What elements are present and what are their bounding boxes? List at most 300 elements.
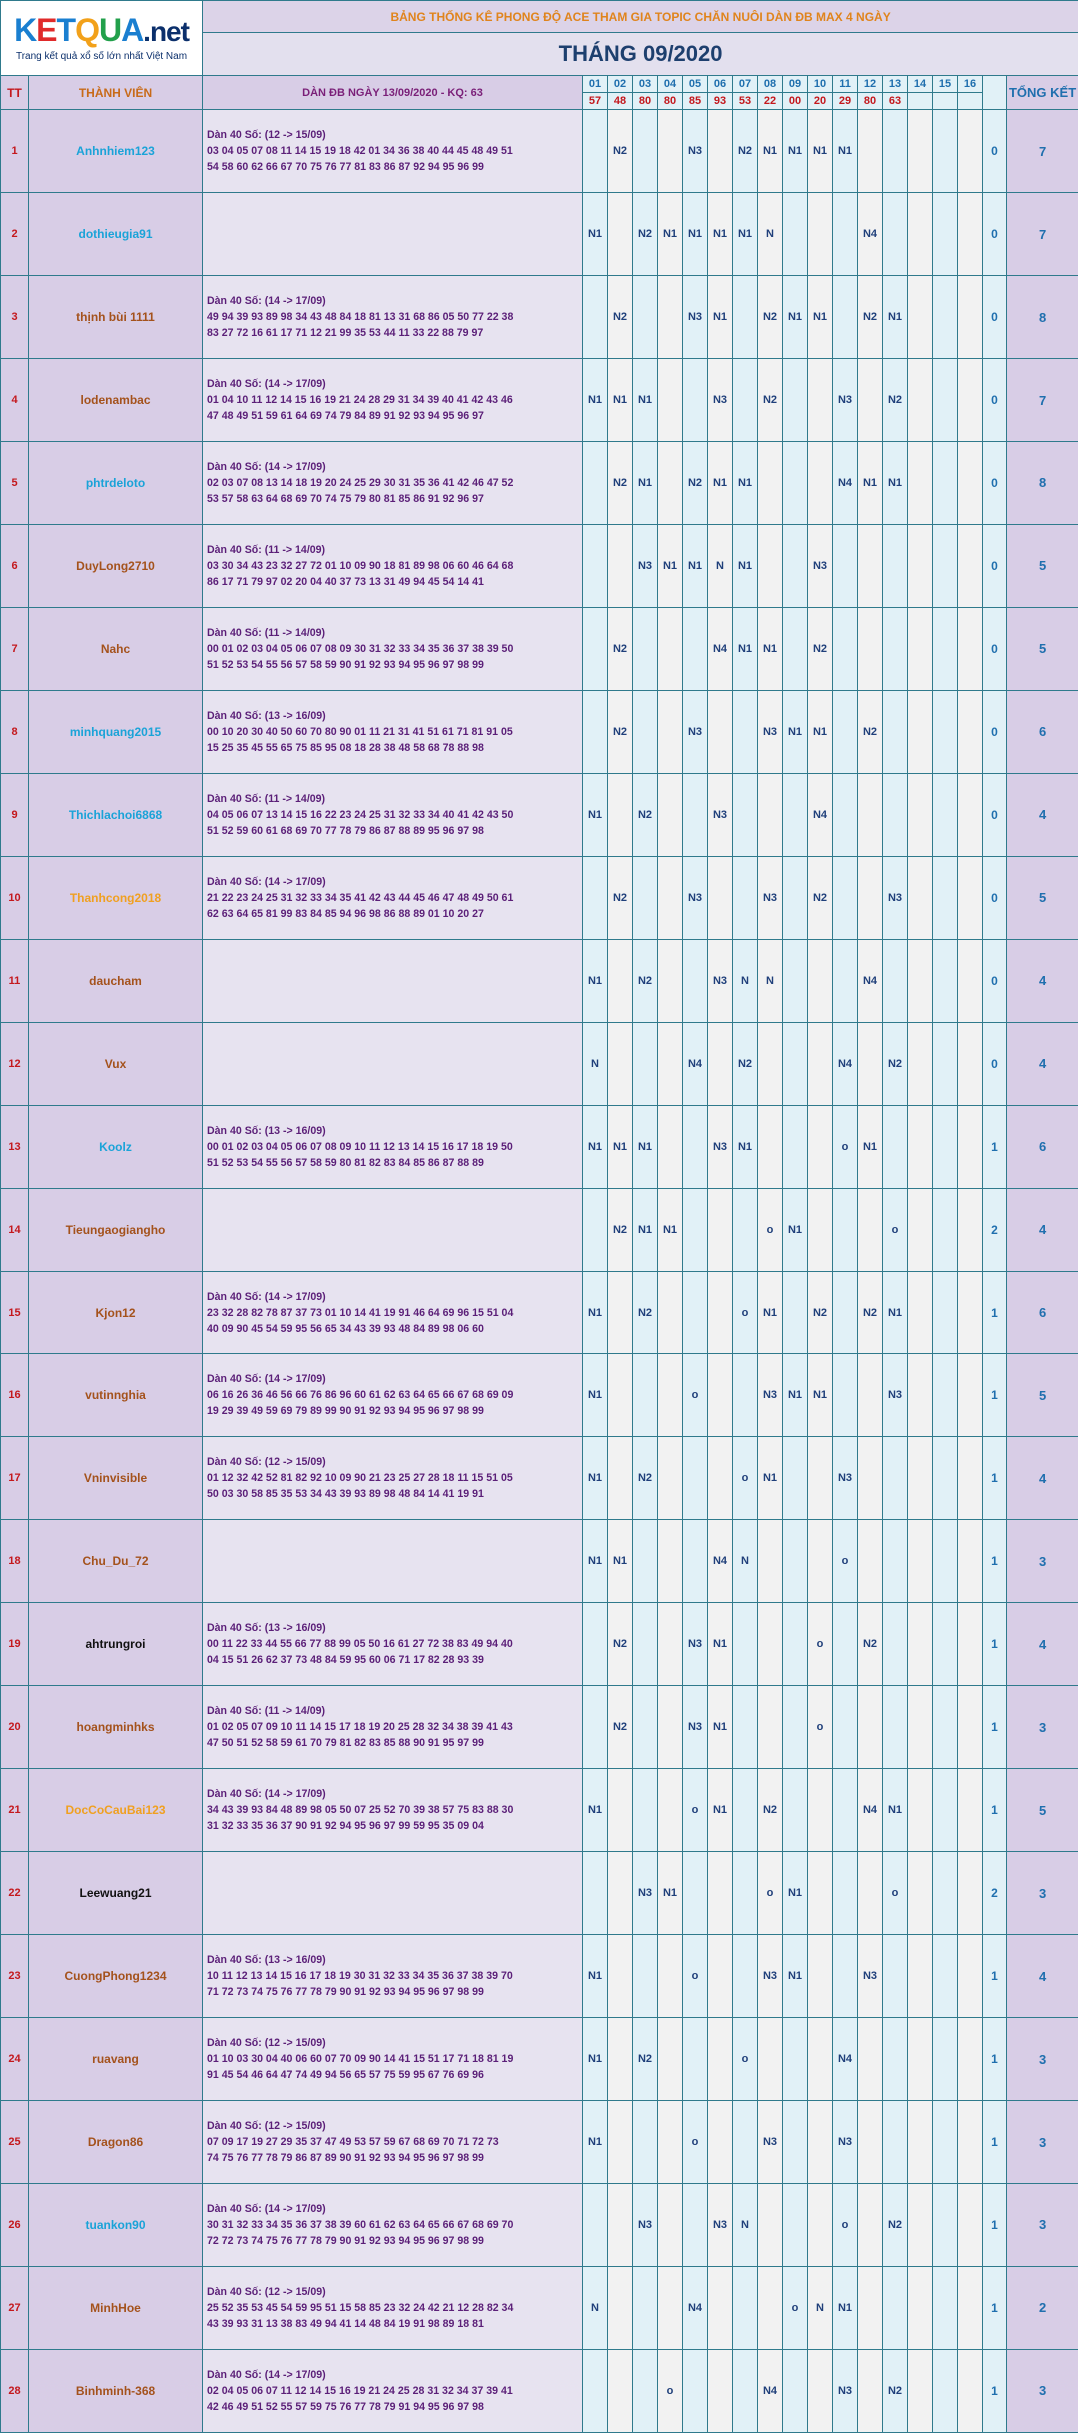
day-mark: N2 — [733, 110, 758, 193]
day-mark — [583, 1686, 608, 1769]
day-mark — [783, 359, 808, 442]
day-number: 01 — [583, 76, 608, 93]
day-mark: N1 — [583, 2018, 608, 2101]
day-mark — [908, 1271, 933, 1354]
dan-line: 00 10 20 30 40 50 60 70 80 90 01 11 21 31 41 51 61 71 81 91 05 — [207, 725, 513, 738]
day-mark — [933, 690, 958, 773]
row-number: 11 — [1, 939, 29, 1022]
day-mark: N2 — [608, 1188, 633, 1271]
member-name[interactable]: Thanhcong2018 — [29, 856, 203, 939]
dan-line: 71 72 73 74 75 76 77 78 79 90 91 92 93 94 95 96 97 98 99 — [207, 1986, 484, 1999]
dan-line: 00 01 02 03 04 05 06 07 08 09 10 11 12 13 14 15 16 17 18 19 50 — [207, 1140, 513, 1153]
day-mark — [933, 2266, 958, 2349]
day-mark — [958, 1437, 983, 1520]
day-mark — [958, 1022, 983, 1105]
row-number: 9 — [1, 773, 29, 856]
day-mark — [783, 1520, 808, 1603]
day-mark — [658, 1603, 683, 1686]
day-mark: N1 — [708, 442, 733, 525]
day-mark — [658, 1354, 683, 1437]
day-mark — [833, 856, 858, 939]
day-mark — [858, 773, 883, 856]
member-name[interactable]: lodenambac — [29, 359, 203, 442]
member-row — [1, 1188, 1078, 1271]
day-mark — [683, 607, 708, 690]
dan-numbers — [203, 856, 583, 939]
day-mark: N1 — [858, 1105, 883, 1188]
day-mark: N2 — [633, 1437, 658, 1520]
day-mark — [583, 1603, 608, 1686]
dan-line: 51 52 53 54 55 56 57 58 59 90 91 92 93 94 95 96 97 98 99 — [207, 658, 484, 671]
dan-numbers — [203, 1354, 583, 1437]
member-row — [1, 1686, 1078, 1769]
day-mark — [683, 2349, 708, 2432]
member-name[interactable]: Thichlachoi6868 — [29, 773, 203, 856]
day-mark: N3 — [633, 1852, 658, 1935]
member-name[interactable]: thịnh bùi 1111 — [29, 276, 203, 359]
total-count: 7 — [1007, 193, 1078, 276]
row-number: 26 — [1, 2184, 29, 2267]
dan-line: 01 04 10 11 12 14 15 16 19 21 24 28 29 31 34 39 40 41 42 43 46 — [207, 394, 513, 407]
dan-line: 54 58 60 62 66 67 70 75 76 77 81 83 86 87 92 94 95 96 99 — [207, 161, 484, 174]
day-mark: N1 — [758, 1437, 783, 1520]
row-number: 8 — [1, 690, 29, 773]
day-mark — [658, 690, 683, 773]
dan-numbers — [203, 2018, 583, 2101]
day-mark — [658, 442, 683, 525]
day-mark — [733, 1852, 758, 1935]
day-mark — [708, 856, 733, 939]
day-mark — [783, 2101, 808, 2184]
day-mark: N1 — [783, 1852, 808, 1935]
day-mark — [658, 1022, 683, 1105]
dan-numbers — [203, 2266, 583, 2349]
day-mark — [608, 2101, 633, 2184]
day-mark — [583, 607, 608, 690]
day-mark — [783, 1022, 808, 1105]
day-mark — [808, 1188, 833, 1271]
day-mark — [908, 856, 933, 939]
total-count: 3 — [1007, 2018, 1078, 2101]
day-mark — [858, 524, 883, 607]
member-row — [1, 359, 1078, 442]
day-mark: N — [583, 1022, 608, 1105]
day-mark — [908, 524, 933, 607]
member-name[interactable]: Kjon12 — [29, 1271, 203, 1354]
day-mark — [933, 110, 958, 193]
miss-count: 1 — [983, 1686, 1007, 1769]
day-mark — [883, 1603, 908, 1686]
dan-title: Dàn 40 Số: (11 -> 14/09) — [207, 543, 326, 556]
day-mark — [958, 359, 983, 442]
day-mark — [958, 2101, 983, 2184]
day-mark — [608, 2184, 633, 2267]
day-mark: N3 — [633, 524, 658, 607]
day-mark: N — [733, 2184, 758, 2267]
logo[interactable] — [1, 1, 203, 76]
day-mark — [708, 690, 733, 773]
day-mark — [908, 1188, 933, 1271]
dan-title: Dàn 40 Số: (14 -> 17/09) — [207, 2202, 326, 2215]
day-mark — [933, 1603, 958, 1686]
miss-count: 1 — [983, 1354, 1007, 1437]
day-mark: N — [808, 2266, 833, 2349]
day-mark: N1 — [733, 193, 758, 276]
day-mark: N2 — [883, 1022, 908, 1105]
day-mark — [708, 2018, 733, 2101]
day-mark: N1 — [583, 1520, 608, 1603]
miss-count: 1 — [983, 2018, 1007, 2101]
day-mark: N — [733, 939, 758, 1022]
dan-line: 02 03 07 08 13 14 18 19 20 24 25 29 30 31 35 36 41 42 46 47 52 — [207, 476, 514, 489]
dan-numbers — [203, 2349, 583, 2432]
day-mark — [783, 773, 808, 856]
day-mark — [958, 607, 983, 690]
header-total: TỔNG KẾT — [1007, 76, 1078, 110]
day-mark — [658, 2184, 683, 2267]
day-mark: N1 — [833, 2266, 858, 2349]
dan-title: Dàn 40 Số: (14 -> 17/09) — [207, 295, 326, 308]
day-mark — [808, 1105, 833, 1188]
day-mark — [783, 524, 808, 607]
dan-line: 01 12 32 42 52 81 82 92 10 09 90 21 23 25 27 28 18 11 15 51 05 — [207, 1472, 513, 1485]
day-mark: N1 — [608, 359, 633, 442]
day-mark — [858, 1437, 883, 1520]
day-mark — [933, 276, 958, 359]
day-mark: N3 — [683, 690, 708, 773]
day-mark — [908, 276, 933, 359]
day-mark — [658, 110, 683, 193]
day-mark — [783, 1271, 808, 1354]
row-number: 20 — [1, 1686, 29, 1769]
dan-line: 49 94 39 93 89 98 34 43 48 84 18 81 13 31 68 86 05 50 77 22 38 — [207, 311, 514, 324]
day-mark: o — [883, 1852, 908, 1935]
day-mark: N3 — [708, 773, 733, 856]
day-mark — [758, 2184, 783, 2267]
day-mark: N3 — [833, 2101, 858, 2184]
logo-tagline: Trang kết quả xổ số lớn nhất Việt Nam — [15, 51, 188, 63]
day-mark — [883, 193, 908, 276]
day-mark: N1 — [583, 1271, 608, 1354]
day-mark — [833, 1188, 858, 1271]
day-mark — [783, 1105, 808, 1188]
day-mark — [658, 2266, 683, 2349]
miss-count: 0 — [983, 110, 1007, 193]
day-mark — [933, 193, 958, 276]
member-name[interactable]: MinhHoe — [29, 2266, 203, 2349]
day-mark — [758, 1520, 783, 1603]
day-mark — [783, 2018, 808, 2101]
day-number: 14 — [908, 76, 933, 93]
member-name[interactable]: vutinnghia — [29, 1354, 203, 1437]
member-name[interactable]: tuankon90 — [29, 2184, 203, 2267]
day-mark — [733, 1354, 758, 1437]
day-mark — [733, 1769, 758, 1852]
day-mark: N4 — [858, 939, 883, 1022]
day-mark — [883, 2018, 908, 2101]
day-mark — [858, 856, 883, 939]
member-name[interactable]: Koolz — [29, 1105, 203, 1188]
member-name[interactable]: Chu_Du_72 — [29, 1520, 203, 1603]
member-row — [1, 524, 1078, 607]
day-mark: N3 — [708, 359, 733, 442]
member-name[interactable]: ahtrungroi — [29, 1603, 203, 1686]
member-name[interactable]: Leewuang21 — [29, 1852, 203, 1935]
day-mark — [958, 2349, 983, 2432]
dan-line: 23 32 28 82 78 87 37 73 01 10 14 41 19 91 46 64 69 96 15 51 04 — [207, 1306, 514, 1319]
day-mark — [783, 2184, 808, 2267]
day-mark: N1 — [583, 2101, 608, 2184]
miss-count: 0 — [983, 856, 1007, 939]
day-mark — [883, 773, 908, 856]
miss-count: 0 — [983, 442, 1007, 525]
day-mark — [658, 1769, 683, 1852]
day-mark — [958, 193, 983, 276]
day-mark: N3 — [758, 1354, 783, 1437]
day-mark — [833, 1769, 858, 1852]
day-mark — [858, 359, 883, 442]
member-row — [1, 773, 1078, 856]
member-row — [1, 193, 1078, 276]
day-mark: o — [883, 1188, 908, 1271]
dan-title: Dàn 40 Số: (12 -> 15/09) — [207, 2037, 326, 2050]
dan-title: Dàn 40 Số: (12 -> 15/09) — [207, 2120, 326, 2133]
dan-line: 47 48 49 51 59 61 64 69 74 79 84 89 91 92 93 94 95 96 97 — [207, 410, 484, 423]
day-mark — [808, 442, 833, 525]
total-count: 5 — [1007, 607, 1078, 690]
day-mark: N3 — [683, 1686, 708, 1769]
day-mark — [808, 1935, 833, 2018]
total-count: 4 — [1007, 1603, 1078, 1686]
day-mark: N2 — [633, 193, 658, 276]
member-name[interactable]: phtrdeloto — [29, 442, 203, 525]
member-name[interactable]: DuyLong2710 — [29, 524, 203, 607]
day-mark: N3 — [758, 1935, 783, 2018]
day-mark — [783, 1437, 808, 1520]
member-row — [1, 1935, 1078, 2018]
member-name[interactable]: daucham — [29, 939, 203, 1022]
day-mark: N3 — [758, 2101, 783, 2184]
member-name[interactable]: Dragon86 — [29, 2101, 203, 2184]
miss-count: 0 — [983, 1022, 1007, 1105]
day-mark — [758, 1686, 783, 1769]
day-mark — [908, 2349, 933, 2432]
day-mark — [683, 1271, 708, 1354]
member-row — [1, 110, 1078, 193]
day-mark — [683, 359, 708, 442]
row-number: 6 — [1, 524, 29, 607]
day-mark — [858, 2018, 883, 2101]
day-mark: o — [758, 1852, 783, 1935]
miss-count: 0 — [983, 607, 1007, 690]
dan-line: 91 45 54 46 64 47 74 49 94 56 65 57 75 59 95 67 76 69 96 — [207, 2069, 484, 2082]
day-mark — [908, 442, 933, 525]
dan-line: 21 22 23 24 25 31 32 33 34 35 41 42 43 44 45 46 47 48 49 50 61 — [207, 891, 514, 904]
day-mark — [633, 856, 658, 939]
day-mark: N4 — [758, 2349, 783, 2432]
day-mark — [733, 1603, 758, 1686]
day-mark — [883, 1686, 908, 1769]
day-mark — [758, 2266, 783, 2349]
day-mark — [933, 1686, 958, 1769]
day-number: 10 — [808, 76, 833, 93]
day-mark: N4 — [858, 1769, 883, 1852]
day-mark: N — [708, 524, 733, 607]
member-row — [1, 2184, 1078, 2267]
member-name[interactable]: Binhminh-368 — [29, 2349, 203, 2432]
dan-title: Dàn 40 Số: (14 -> 17/09) — [207, 1788, 326, 1801]
dan-numbers — [203, 1852, 583, 1935]
day-mark — [933, 1188, 958, 1271]
day-result — [958, 93, 983, 110]
day-mark: N2 — [858, 276, 883, 359]
day-mark: o — [683, 2101, 708, 2184]
dan-title: Dàn 40 Số: (13 -> 16/09) — [207, 1124, 326, 1137]
day-mark — [833, 524, 858, 607]
total-count: 4 — [1007, 1935, 1078, 2018]
day-mark — [908, 110, 933, 193]
day-mark — [583, 2349, 608, 2432]
day-mark — [908, 773, 933, 856]
day-mark — [658, 1935, 683, 2018]
day-mark — [583, 524, 608, 607]
day-mark — [958, 1935, 983, 2018]
day-mark — [933, 1769, 958, 1852]
day-mark: N1 — [708, 193, 733, 276]
row-number: 13 — [1, 1105, 29, 1188]
day-mark — [933, 442, 958, 525]
day-mark — [708, 1271, 733, 1354]
member-name[interactable]: Anhnhiem123 — [29, 110, 203, 193]
total-count: 3 — [1007, 1520, 1078, 1603]
dan-line: 19 29 39 49 59 69 79 89 99 90 91 92 93 94 95 96 97 98 99 — [207, 1405, 484, 1418]
dan-title: Dàn 40 Số: (12 -> 15/09) — [207, 129, 326, 142]
day-mark: N1 — [783, 1354, 808, 1437]
day-mark — [708, 110, 733, 193]
day-mark — [783, 193, 808, 276]
day-mark: N2 — [858, 1603, 883, 1686]
dan-title: Dàn 40 Số: (11 -> 14/09) — [207, 792, 326, 805]
day-mark — [933, 2018, 958, 2101]
day-mark: N2 — [758, 359, 783, 442]
miss-count: 0 — [983, 193, 1007, 276]
miss-count: 1 — [983, 2266, 1007, 2349]
day-mark — [633, 690, 658, 773]
member-row — [1, 442, 1078, 525]
day-mark: N1 — [758, 1271, 783, 1354]
day-mark: N4 — [683, 1022, 708, 1105]
day-mark — [908, 1437, 933, 1520]
day-mark — [758, 1105, 783, 1188]
day-mark — [708, 1022, 733, 1105]
day-result: 48 — [608, 93, 633, 110]
total-count: 3 — [1007, 2101, 1078, 2184]
day-mark — [633, 1769, 658, 1852]
day-mark: N1 — [633, 1105, 658, 1188]
dan-line: 51 52 59 60 61 68 69 70 77 78 79 86 87 88 89 95 96 97 98 — [207, 824, 484, 837]
day-mark — [833, 607, 858, 690]
miss-count: 1 — [983, 2101, 1007, 2184]
member-name[interactable]: ruavang — [29, 2018, 203, 2101]
member-name[interactable]: CuongPhong1234 — [29, 1935, 203, 2018]
member-name[interactable]: Vux — [29, 1022, 203, 1105]
day-mark: N3 — [833, 1437, 858, 1520]
total-count: 5 — [1007, 856, 1078, 939]
miss-count: 0 — [983, 939, 1007, 1022]
day-result: 93 — [708, 93, 733, 110]
member-name[interactable]: hoangminhks — [29, 1686, 203, 1769]
day-mark — [658, 2018, 683, 2101]
row-number: 2 — [1, 193, 29, 276]
dan-line: 74 75 76 77 78 79 86 87 89 90 91 92 93 94 95 96 97 98 99 — [207, 2152, 484, 2165]
dan-line: 31 32 33 35 36 37 90 91 92 94 95 96 97 99 59 95 35 09 04 — [207, 1820, 484, 1833]
day-mark — [708, 2101, 733, 2184]
day-mark — [858, 2184, 883, 2267]
day-mark — [883, 939, 908, 1022]
day-mark — [783, 856, 808, 939]
member-name[interactable]: Vninvisible — [29, 1437, 203, 1520]
day-mark: N4 — [708, 1520, 733, 1603]
day-mark — [958, 1769, 983, 1852]
dan-line: 15 25 35 45 55 65 75 85 95 08 18 28 38 48 58 68 78 88 98 — [207, 741, 484, 754]
row-number: 19 — [1, 1603, 29, 1686]
day-mark — [733, 1935, 758, 2018]
day-mark: o — [808, 1603, 833, 1686]
day-mark: N — [758, 193, 783, 276]
day-mark — [958, 1852, 983, 1935]
dan-title: Dàn 40 Số: (12 -> 15/09) — [207, 1456, 326, 1469]
day-mark — [883, 2101, 908, 2184]
day-mark — [933, 1105, 958, 1188]
day-result: 53 — [733, 93, 758, 110]
member-name[interactable]: minhquang2015 — [29, 690, 203, 773]
day-mark — [958, 1686, 983, 1769]
day-mark — [958, 1188, 983, 1271]
dan-title: Dàn 40 Số: (13 -> 16/09) — [207, 1622, 326, 1635]
day-mark — [908, 2266, 933, 2349]
member-name[interactable]: Tieungaogiangho — [29, 1188, 203, 1271]
day-mark — [958, 2266, 983, 2349]
day-mark — [908, 1852, 933, 1935]
day-mark — [808, 2101, 833, 2184]
day-mark — [858, 1852, 883, 1935]
day-mark — [708, 2266, 733, 2349]
day-mark — [658, 1271, 683, 1354]
day-mark — [583, 1852, 608, 1935]
day-mark — [733, 276, 758, 359]
member-name[interactable]: DocCoCauBai123 — [29, 1769, 203, 1852]
row-number: 7 — [1, 607, 29, 690]
member-row — [1, 607, 1078, 690]
day-mark: N2 — [883, 2349, 908, 2432]
header-dan: DÀN ĐB NGÀY 13/09/2020 - KQ: 63 — [203, 76, 583, 110]
day-mark: N2 — [808, 856, 833, 939]
day-mark — [958, 524, 983, 607]
day-mark — [833, 1354, 858, 1437]
total-count: 3 — [1007, 2184, 1078, 2267]
day-mark: N — [758, 939, 783, 1022]
dan-title: Dàn 40 Số: (14 -> 17/09) — [207, 1373, 326, 1386]
member-name[interactable]: Nahc — [29, 607, 203, 690]
day-mark: N4 — [833, 2018, 858, 2101]
day-mark — [608, 2266, 633, 2349]
day-result: 22 — [758, 93, 783, 110]
day-mark — [833, 193, 858, 276]
day-mark — [958, 110, 983, 193]
row-number: 17 — [1, 1437, 29, 1520]
day-result — [933, 93, 958, 110]
member-name[interactable]: dothieugia91 — [29, 193, 203, 276]
